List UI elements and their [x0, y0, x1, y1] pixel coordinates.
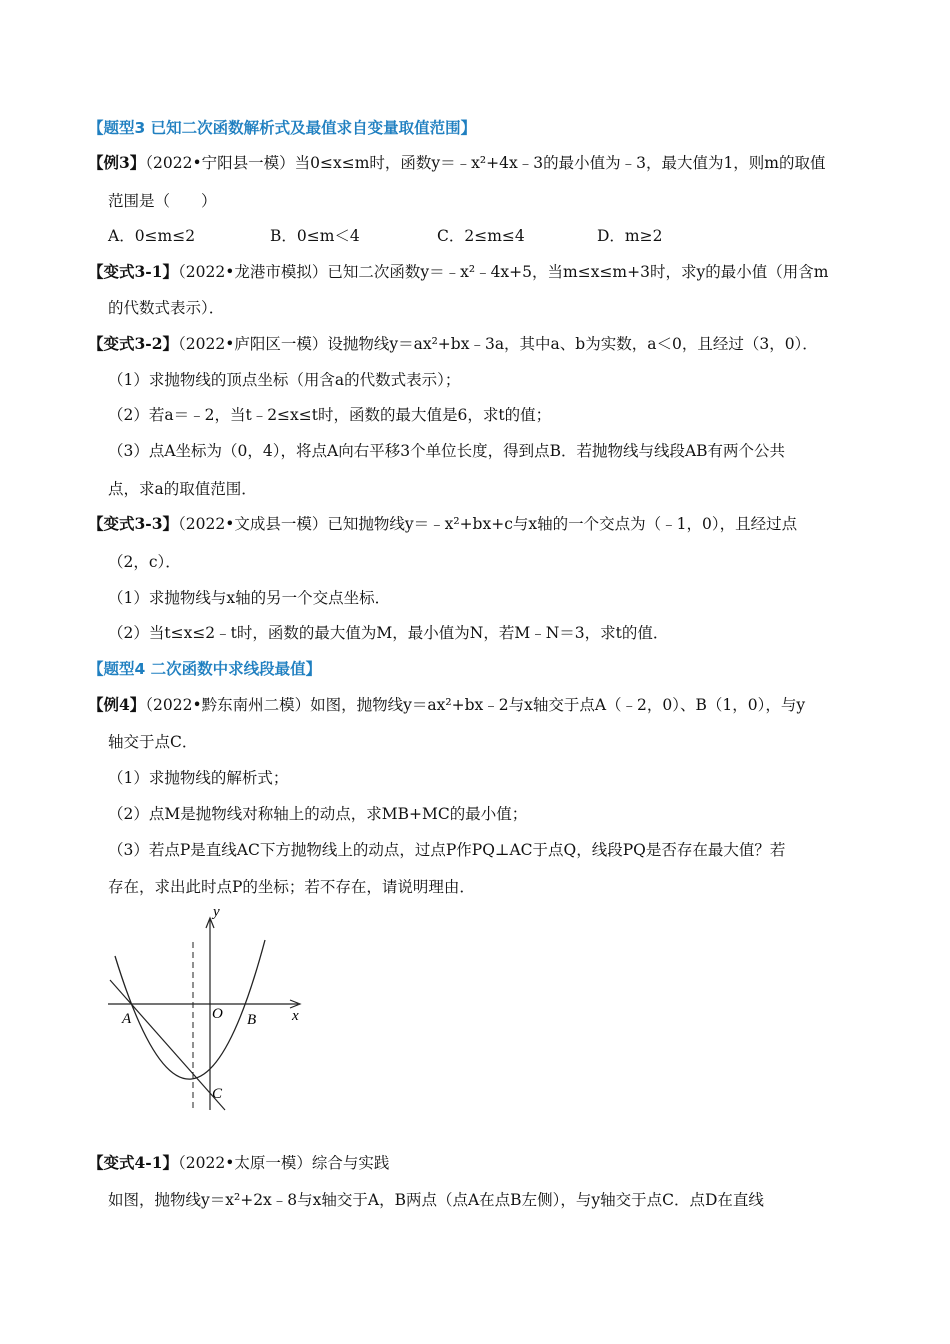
variant32-line5: 点，求a的取值范围．	[108, 480, 257, 498]
example3-line1	[88, 153, 826, 173]
section-heading-type3: 【题型3 已知二次函数解析式及最值求自变量取值范围】	[88, 119, 477, 137]
label-o: O	[212, 1006, 223, 1022]
example4-tag: 【例4】	[88, 695, 146, 714]
variant41-line2: 如图，抛物线y＝x²+2x﹣8与x轴交于A，B两点（点A在点B左侧），与y轴交于点C．点D在直线	[108, 1191, 764, 1209]
example3-line2: 范围是（ ）	[108, 192, 217, 210]
variant32-text1: （2022•庐阳区一模）设抛物线y＝ax²+bx﹣3a，其中a、b为实数，a＜0，且经过（3，0）．	[178, 335, 818, 353]
variant41-text1: （2022•太原一模）综合与实践	[178, 1154, 390, 1172]
label-a: A	[122, 1011, 132, 1027]
label-c: C	[212, 1086, 223, 1102]
variant32-line2: （1）求抛物线的顶点坐标（用含a的代数式表示）；	[108, 371, 461, 389]
variant33-line1	[88, 514, 797, 534]
example3-option-c: C．2≤m≤4	[437, 227, 525, 245]
section-heading-type4: 【题型4 二次函数中求线段最值】	[88, 660, 322, 678]
label-x: x	[292, 1008, 299, 1024]
variant33-line4: （2）当t≤x≤2﹣t时，函数的最大值为M，最小值为N，若M﹣N＝3，求t的值．	[108, 624, 669, 642]
example4-line1	[88, 695, 805, 715]
example4-line5: （3）若点P是直线AC下方抛物线上的动点，过点P作PQ⊥AC于点Q，线段PQ是否存在最大值？若	[108, 841, 786, 859]
example3-text1: （2022•宁阳县一模）当0≤x≤m时，函数y＝﹣x²+4x﹣3的最小值为﹣3，最大值为1，则m的取值	[145, 154, 826, 172]
example4-line4: （2）点M是抛物线对称轴上的动点，求MB+MC的最小值；	[108, 805, 528, 823]
variant33-text1: （2022•文成县一模）已知抛物线y＝﹣x²+bx+c与x轴的一个交点为（﹣1，0），且经过点	[178, 515, 798, 533]
label-y: y	[213, 904, 220, 920]
example4-line2: 轴交于点C．	[108, 733, 198, 751]
variant31-text1: （2022•龙港市模拟）已知二次函数y＝﹣x²﹣4x+5，当m≤x≤m+3时，求y的最小值（用含m	[178, 263, 829, 281]
example3-option-d: D．m≥2	[597, 227, 663, 245]
variant31-tag: 【变式3-1】	[88, 262, 179, 281]
example3-option-b: B．0≤m＜4	[270, 227, 360, 245]
variant31-line1	[88, 262, 828, 282]
example3-option-a: A．0≤m≤2	[108, 227, 196, 245]
line-ac	[110, 980, 225, 1110]
example4-text1: （2022•黔东南州二模）如图，抛物线y＝ax²+bx﹣2与x轴交于点A（﹣2，0）、B（1，0），与y	[145, 696, 806, 714]
parabola-curve	[115, 940, 265, 1079]
variant41-line1	[88, 1153, 389, 1173]
variant33-tag: 【变式3-3】	[88, 514, 179, 533]
variant33-line2: （2，c）．	[108, 553, 181, 571]
variant31-line2: 的代数式表示）．	[108, 299, 225, 317]
variant33-line3: （1）求抛物线与x轴的另一个交点坐标．	[108, 589, 391, 607]
variant41-tag: 【变式4-1】	[88, 1153, 179, 1172]
example3-tag: 【例3】	[88, 153, 146, 172]
example4-line6: 存在，求出此时点P的坐标；若不存在，请说明理由．	[108, 878, 475, 896]
parabola-figure	[100, 900, 320, 1115]
variant32-line4: （3）点A坐标为（0，4），将点A向右平移3个单位长度，得到点B．若抛物线与线段AB有两个公共	[108, 442, 786, 460]
example4-line3: （1）求抛物线的解析式；	[108, 769, 289, 787]
variant32-line1	[88, 334, 818, 354]
variant32-tag: 【变式3-2】	[88, 334, 179, 353]
variant32-line3: （2）若a＝﹣2，当t﹣2≤x≤t时，函数的最大值是6，求t的值；	[108, 406, 552, 424]
label-b: B	[247, 1012, 257, 1028]
